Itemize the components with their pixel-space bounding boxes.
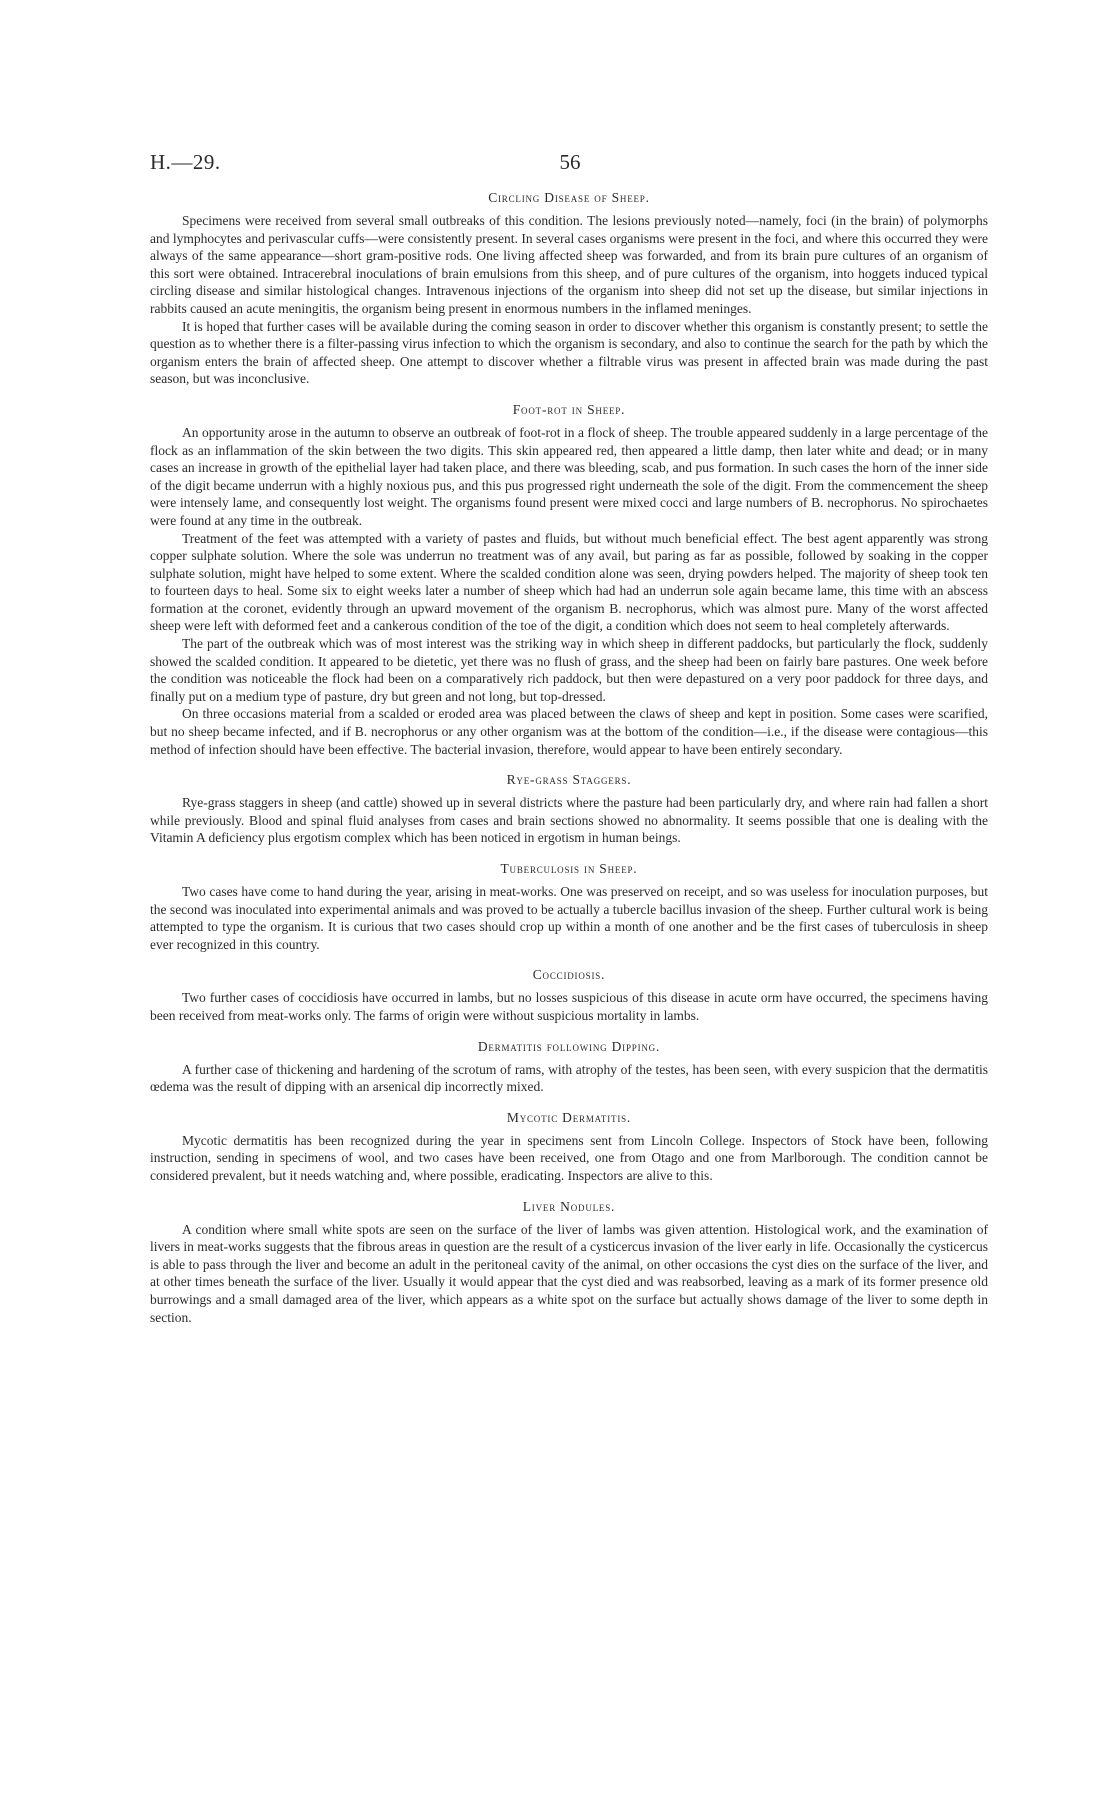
paragraph: Mycotic dermatitis has been recognized during the year in specimens sent from Lincoln College. Inspectors of Stock have been, following instruction, sending in specimens of wool, and two cases have been received, one from Otago and one from Marlborough. The condition cannot be considered prevalent, but it needs watching and, where possible, eradicating. Inspectors are alive to this.	[150, 1132, 988, 1183]
paragraph: Treatment of the feet was attempted with a variety of pastes and fluids, but without much beneficial effect. The best agent apparently was strong copper sulphate solution. Where the sole was underrun no treatment was of any avail, but paring as far as possible, followed by soaking in the copper sulphate solution, might have helped to some extent. Where the scalded condition alone was seen, drying powders helped. The majority of sheep took ten to fourteen days to heal. Some six to eight weeks later a number of sheep which had had an underrun sole again became lame, this time with an abscess formation at the coronet, evidently through an upward movement of the organism B. necrophorus, which was almost pure. Many of the worst affected sheep were left with deformed feet and a cankerous condition of the toe of the digit, a condition which does not seem to heal completely afterwards.	[150, 530, 988, 634]
page-header	[150, 150, 990, 182]
section-title-circling-disease: Circling Disease of Sheep.	[488, 190, 650, 205]
paragraph: It is hoped that further cases will be available during the coming season in order to discover whether this organism is constantly present; to settle the question as to whether there is a filter-passing virus infection to which the organism is secondary, and also to continue the search for the path by which the organism enters the brain of affected sheep. One attempt to discover whether a filtrable virus was present in affected brain was made during the past season, but was inconclusive.	[150, 318, 988, 387]
paragraph: Specimens were received from several small outbreaks of this condition. The lesions previously noted—namely, foci (in the brain) of polymorphs and lymphocytes and perivascular cuffs—were consistently present. In several cases organisms were present in the foci, and where this occurred they were always of the same appearance—short gram-positive rods. One living affected sheep was forwarded, and from its brain pure cultures of an organism of this sort were obtained. Intracerebral inoculations of brain emulsions from this sheep, and of pure cultures of the organism, into hoggets induced typical circling disease and similar histological changes. Intravenous injections of the organism into sheep did not set up the disease, but similar injections in rabbits caused an acute meningitis, the organism being present in enormous numbers in the inflamed meninges.	[150, 213, 988, 316]
paragraph: The part of the outbreak which was of most interest was the striking way in which sheep in different paddocks, but particularly the flock, suddenly showed the scalded condition. It appeared to be dietetic, yet there was no flush of grass, and the sheep had been on fairly bare pastures. One week before the condition was noticeable the flock had been on a comparatively rich paddock, but then were depastured on a very poor paddock for three days, and finally put on a medium type of pasture, dry but green and not long, but top-dressed.	[150, 636, 988, 704]
paragraph: A condition where small white spots are seen on the surface of the liver of lambs was given attention. Histological work, and the examination of livers in meat-works suggests that the fibrous areas in question are the result of a cysticercus invasion of the liver early in life. Occasionally the cysticercus is able to pass through the liver and become an adult in the peritoneal cavity of the animal, on other occasions the cyst dies on the surface of the liver, and at other times beneath the surface of the liver. Usually it would appear that the cyst died and was reabsorbed, leaving as a mark of its former presence old burrowings and a small damaged area of the liver, which appears as a white spot on the surface but actually shows damage of the liver to some depth in section.	[150, 1221, 988, 1325]
section-title-dermatitis-dipping: Dermatitis following Dipping.	[477, 1038, 661, 1054]
paragraph: A further case of thickening and hardening of the scrotum of rams, with atrophy of the testes, has been seen, with every suspicion that the dermatitis œdema was the result of dipping with an arsenical dip incorrectly mixed.	[150, 1061, 988, 1095]
section-title-mycotic-dermatitis: Mycotic Dermatitis.	[506, 1109, 632, 1125]
paragraph: Two cases have come to hand during the year, arising in meat-works. One was preserved on receipt, and so was useless for inoculation purposes, but the second was inoculated into experimental animals and was proved to be actually a tubercle bacillus invasion of the sheep. Further cultural work is being attempted to type the organism. It is curious that two cases should crop up within a month of one another and be the first cases of tuberculosis in sheep ever recognized in this country.	[150, 884, 988, 952]
paragraph: Rye-grass staggers in sheep (and cattle) showed up in several districts where the pasture had been particularly dry, and where rain had fallen a short while previously. Blood and spinal fluid analyses from cases and brain sections showed no abnormality. It seems possible that one is dealing with the Vitamin A deficiency plus ergotism complex which has been noticed in ergotism in human beings.	[150, 795, 988, 846]
section-title-rye-grass-staggers: Rye-grass Staggers.	[506, 772, 632, 788]
section-title-liver-nodules: Liver Nodules.	[522, 1198, 616, 1214]
document-reference: H.—29.	[150, 150, 221, 174]
page-number: 56	[559, 150, 581, 174]
paragraph: Two further cases of coccidiosis have occurred in lambs, but no losses suspicious of this disease in acute orm have occurred, the specimens having been received from meat-works only. The farms of origin were without suspicious mortality in lambs.	[150, 990, 988, 1023]
section-title-coccidiosis: Coccidiosis.	[532, 967, 606, 983]
paragraph: On three occasions material from a scalded or eroded area was placed between the claws of sheep and kept in position. Some cases were scarified, but no sheep became infected, and if B. necrophorus or any other organism was at the bottom of the condition—i.e., if the disease were contagious—this method of infection should have been effective. The bacterial invasion, therefore, would appear to have been entirely secondary.	[150, 706, 988, 757]
document-body	[150, 190, 988, 1326]
paragraph: An opportunity arose in the autumn to observe an outbreak of foot-rot in a flock of sheep. The trouble appeared suddenly in a large percentage of the flock as an inflammation of the skin between the two digits. This skin appeared red, then appeared a little damp, then later white and dead; or in many cases an increase in growth of the epithelial layer had taken place, and there was bleeding, scab, and pus formation. In such cases the horn of the inner side of the digit became underrun with a highly noxious pus, and this pus progressed right underneath the sole of the digit. From the commencement the sheep were intensely lame, and consequently lost weight. The organisms found present were mixed cocci and large numbers of B. necrophorus. No spirochaetes were found at any time in the outbreak.	[150, 424, 988, 528]
section-title-foot-rot: Foot-rot in Sheep.	[512, 401, 626, 417]
section-title-tuberculosis: Tuberculosis in Sheep.	[500, 861, 638, 876]
